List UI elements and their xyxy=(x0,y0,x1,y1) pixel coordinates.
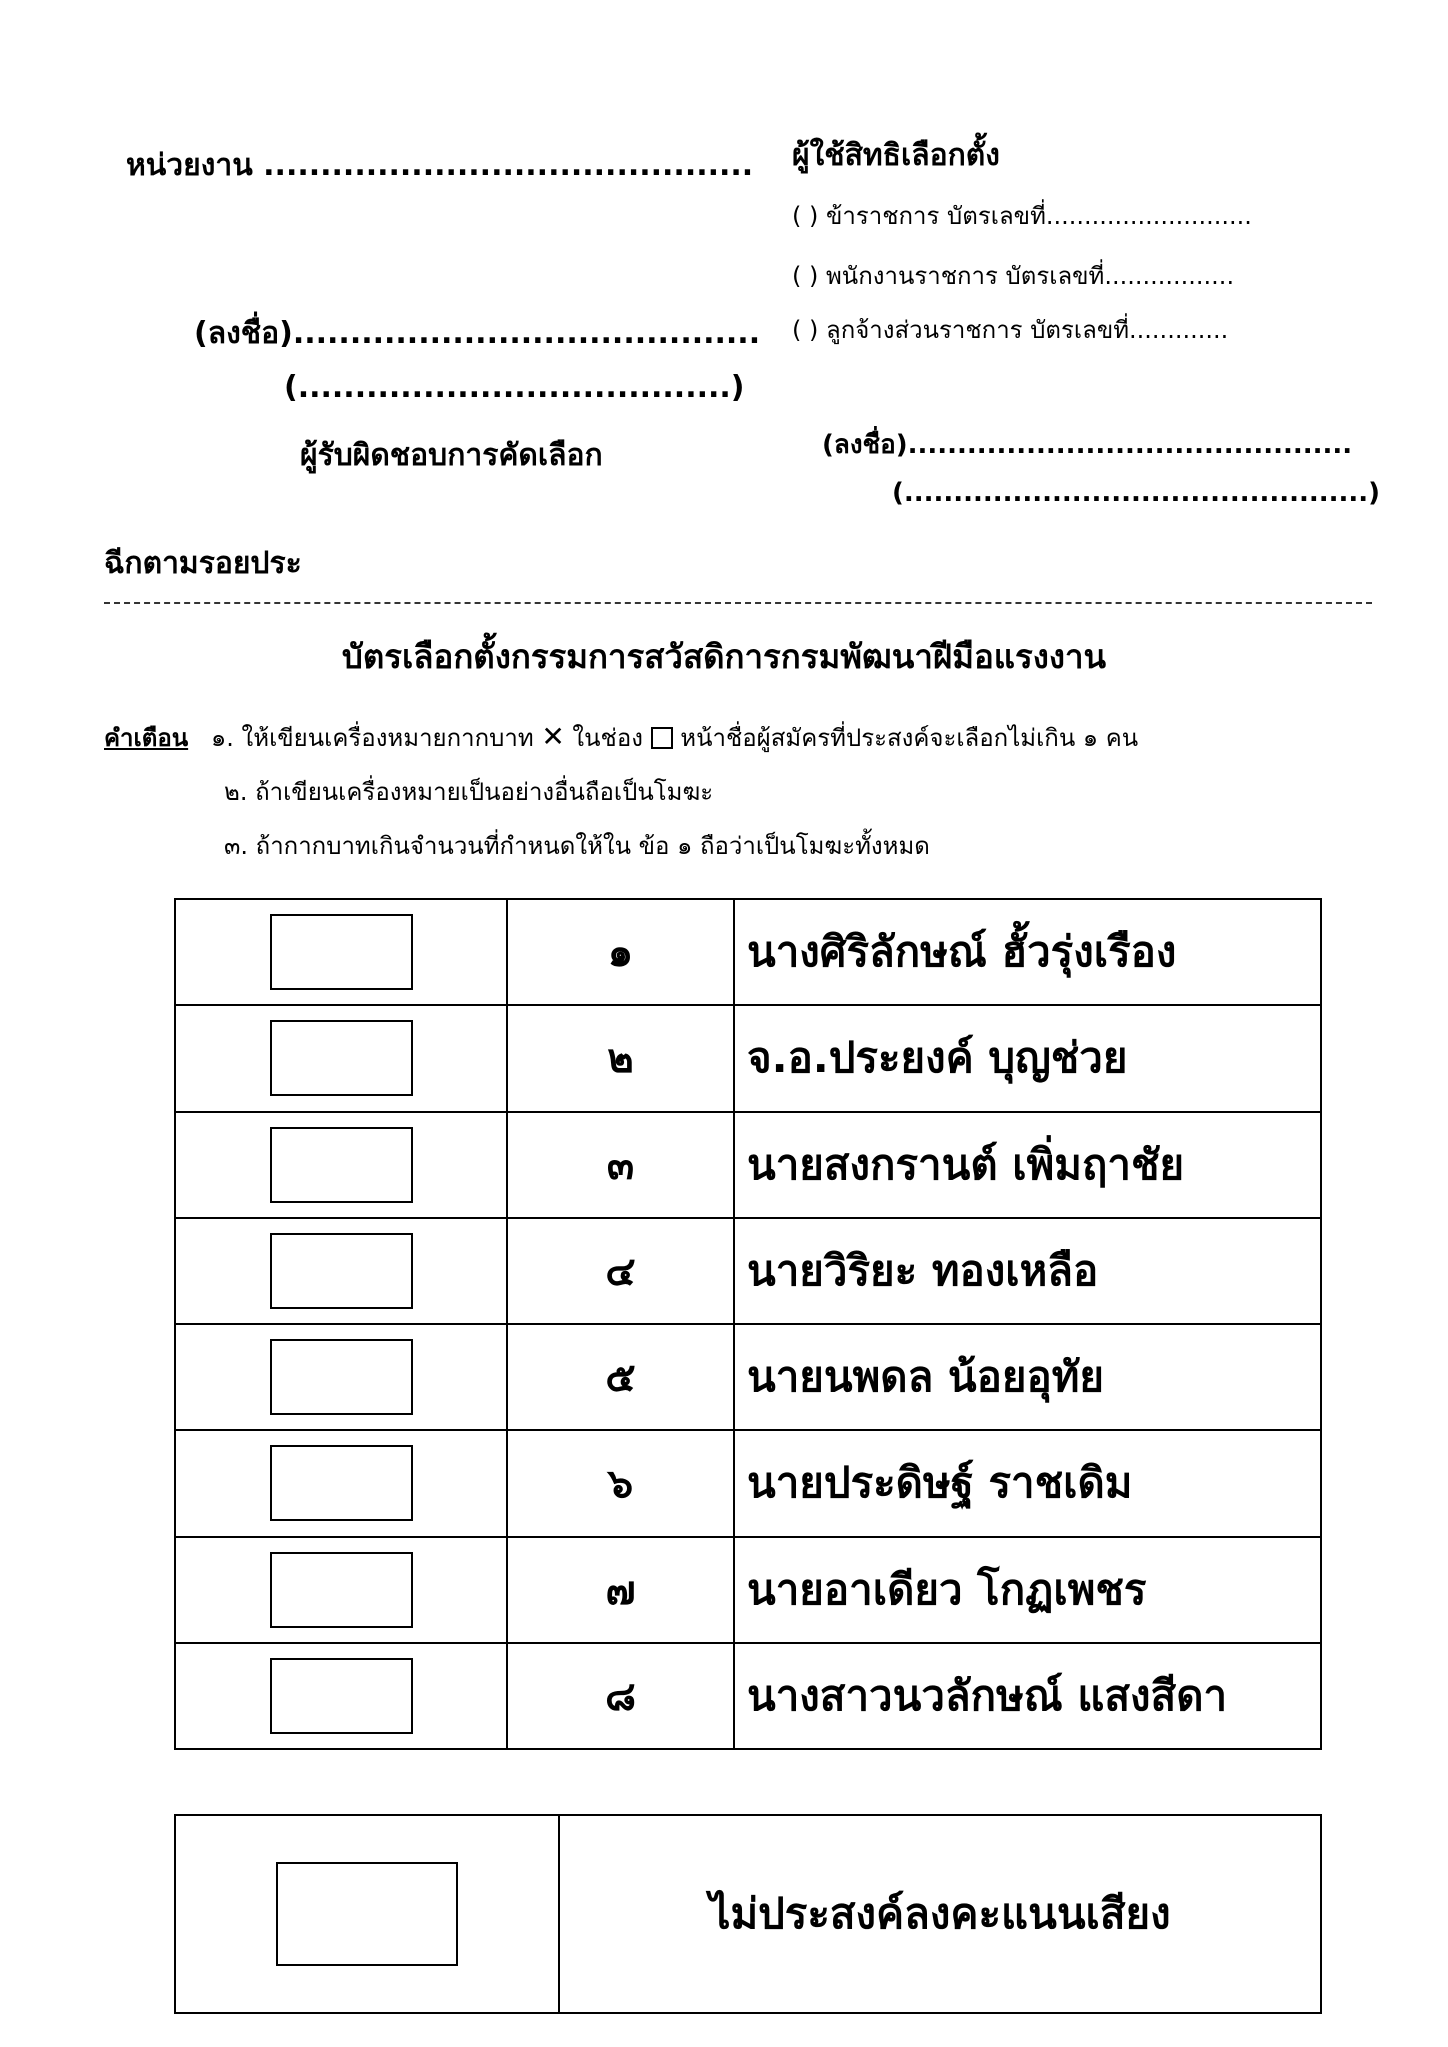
candidate-name: นางสาวนวลักษณ์ แสงสีดา xyxy=(734,1643,1321,1749)
candidate-name: จ.อ.ประยงค์ บุญช่วย xyxy=(734,1005,1321,1111)
candidate-name: นายสงกรานต์ เพิ่มฤาชัย xyxy=(734,1112,1321,1218)
warning-label: คำเตือน xyxy=(104,724,189,752)
candidate-row xyxy=(175,1005,1321,1111)
candidate-number: ๖ xyxy=(507,1430,734,1536)
candidate-number: ๑ xyxy=(507,899,734,1005)
candidate-row xyxy=(175,1430,1321,1536)
warning-1-text-b: ในช่อง xyxy=(572,724,643,752)
candidate-name: นายอาเดียว โกฏเพชร xyxy=(734,1537,1321,1643)
vote-checkbox[interactable] xyxy=(270,1552,413,1628)
candidate-table xyxy=(174,898,1322,1750)
checkbox-cell xyxy=(175,1324,507,1430)
candidate-name: นายนพดล น้อยอุทัย xyxy=(734,1324,1321,1430)
vote-checkbox[interactable] xyxy=(270,1445,413,1521)
warning-line-2: ๒. ถ้าเขียนเครื่องหมายเป็นอย่างอื่นถือเป็นโมฆะ xyxy=(224,778,714,806)
vote-checkbox[interactable] xyxy=(270,1339,413,1415)
left-signature-role: ผู้รับผิดชอบการคัดเลือก xyxy=(300,438,603,473)
unit-label: หน่วยงาน ........................................... xyxy=(126,148,754,183)
right-signature-name-line[interactable]: (...............................................) xyxy=(892,478,1380,508)
candidate-row xyxy=(175,1537,1321,1643)
checkbox-cell xyxy=(175,1112,507,1218)
warning-1-text-a: ๑. ให้เขียนเครื่องหมายกากบาท xyxy=(211,724,534,752)
warning-1-text-c: หน้าชื่อผู้สมัครที่ประสงค์จะเลือกไม่เกิน ๑ คน xyxy=(680,724,1139,752)
checkbox-cell xyxy=(175,899,507,1005)
left-signature-line[interactable]: (ลงชื่อ)......................................... xyxy=(194,316,761,351)
vote-checkbox[interactable] xyxy=(270,1020,413,1096)
checkbox-cell xyxy=(175,1005,507,1111)
vote-checkbox[interactable] xyxy=(270,914,413,990)
abstain-checkbox-cell xyxy=(175,1815,559,2013)
voter-option-government-employee[interactable]: ( ) พนักงานราชการ บัตรเลขที่................. xyxy=(792,262,1235,290)
candidate-number: ๓ xyxy=(507,1112,734,1218)
voter-title: ผู้ใช้สิทธิเลือกตั้ง xyxy=(792,138,1000,173)
warning-line-3: ๓. ถ้ากากบาทเกินจำนวนที่กำหนดให้ใน ข้อ ๑ ถือว่าเป็นโมฆะทั้งหมด xyxy=(224,832,930,860)
candidate-number: ๔ xyxy=(507,1218,734,1324)
checkbox-cell xyxy=(175,1430,507,1536)
checkbox-cell xyxy=(175,1643,507,1749)
checkbox-cell xyxy=(175,1537,507,1643)
cross-mark-icon: ✕ xyxy=(541,720,565,753)
candidate-name: นายประดิษฐ์ ราชเดิม xyxy=(734,1430,1321,1536)
candidate-name: นางศิริลักษณ์ ฮั้วรุ่งเรือง xyxy=(734,899,1321,1005)
warning-line-1 xyxy=(104,718,1138,757)
abstain-row xyxy=(175,1815,1321,2013)
candidate-number: ๕ xyxy=(507,1324,734,1430)
abstain-label: ไม่ประสงค์ลงคะแนนเสียง xyxy=(559,1815,1321,2013)
candidate-row xyxy=(175,1643,1321,1749)
vote-checkbox[interactable] xyxy=(270,1127,413,1203)
candidate-row xyxy=(175,1112,1321,1218)
checkbox-square-icon xyxy=(651,727,673,749)
right-signature-line[interactable]: (ลงชื่อ)............................................. xyxy=(822,430,1353,460)
candidate-name: นายวิริยะ ทองเหลือ xyxy=(734,1218,1321,1324)
candidate-row xyxy=(175,1324,1321,1430)
candidate-row xyxy=(175,1218,1321,1324)
voter-option-contract-worker[interactable]: ( ) ลูกจ้างส่วนราชการ บัตรเลขที่............. xyxy=(792,316,1229,344)
candidate-number: ๒ xyxy=(507,1005,734,1111)
candidate-number: ๗ xyxy=(507,1537,734,1643)
ballot-title: บัตรเลือกตั้งกรรมการสวัสดิการกรมพัฒนาฝีมือแรงงาน xyxy=(341,637,1107,676)
voter-option-civil-servant[interactable]: ( ) ข้าราชการ บัตรเลขที่........................... xyxy=(792,202,1252,230)
vote-checkbox[interactable] xyxy=(270,1233,413,1309)
tear-dashed-line xyxy=(104,602,1372,604)
candidate-row xyxy=(175,899,1321,1005)
vote-checkbox[interactable] xyxy=(270,1658,413,1734)
left-signature-name-line[interactable]: (......................................) xyxy=(284,370,745,405)
checkbox-cell xyxy=(175,1218,507,1324)
candidate-number: ๘ xyxy=(507,1643,734,1749)
tear-label: ฉีกตามรอยประ xyxy=(104,546,302,581)
abstain-table xyxy=(174,1814,1322,2014)
abstain-checkbox[interactable] xyxy=(276,1862,458,1966)
